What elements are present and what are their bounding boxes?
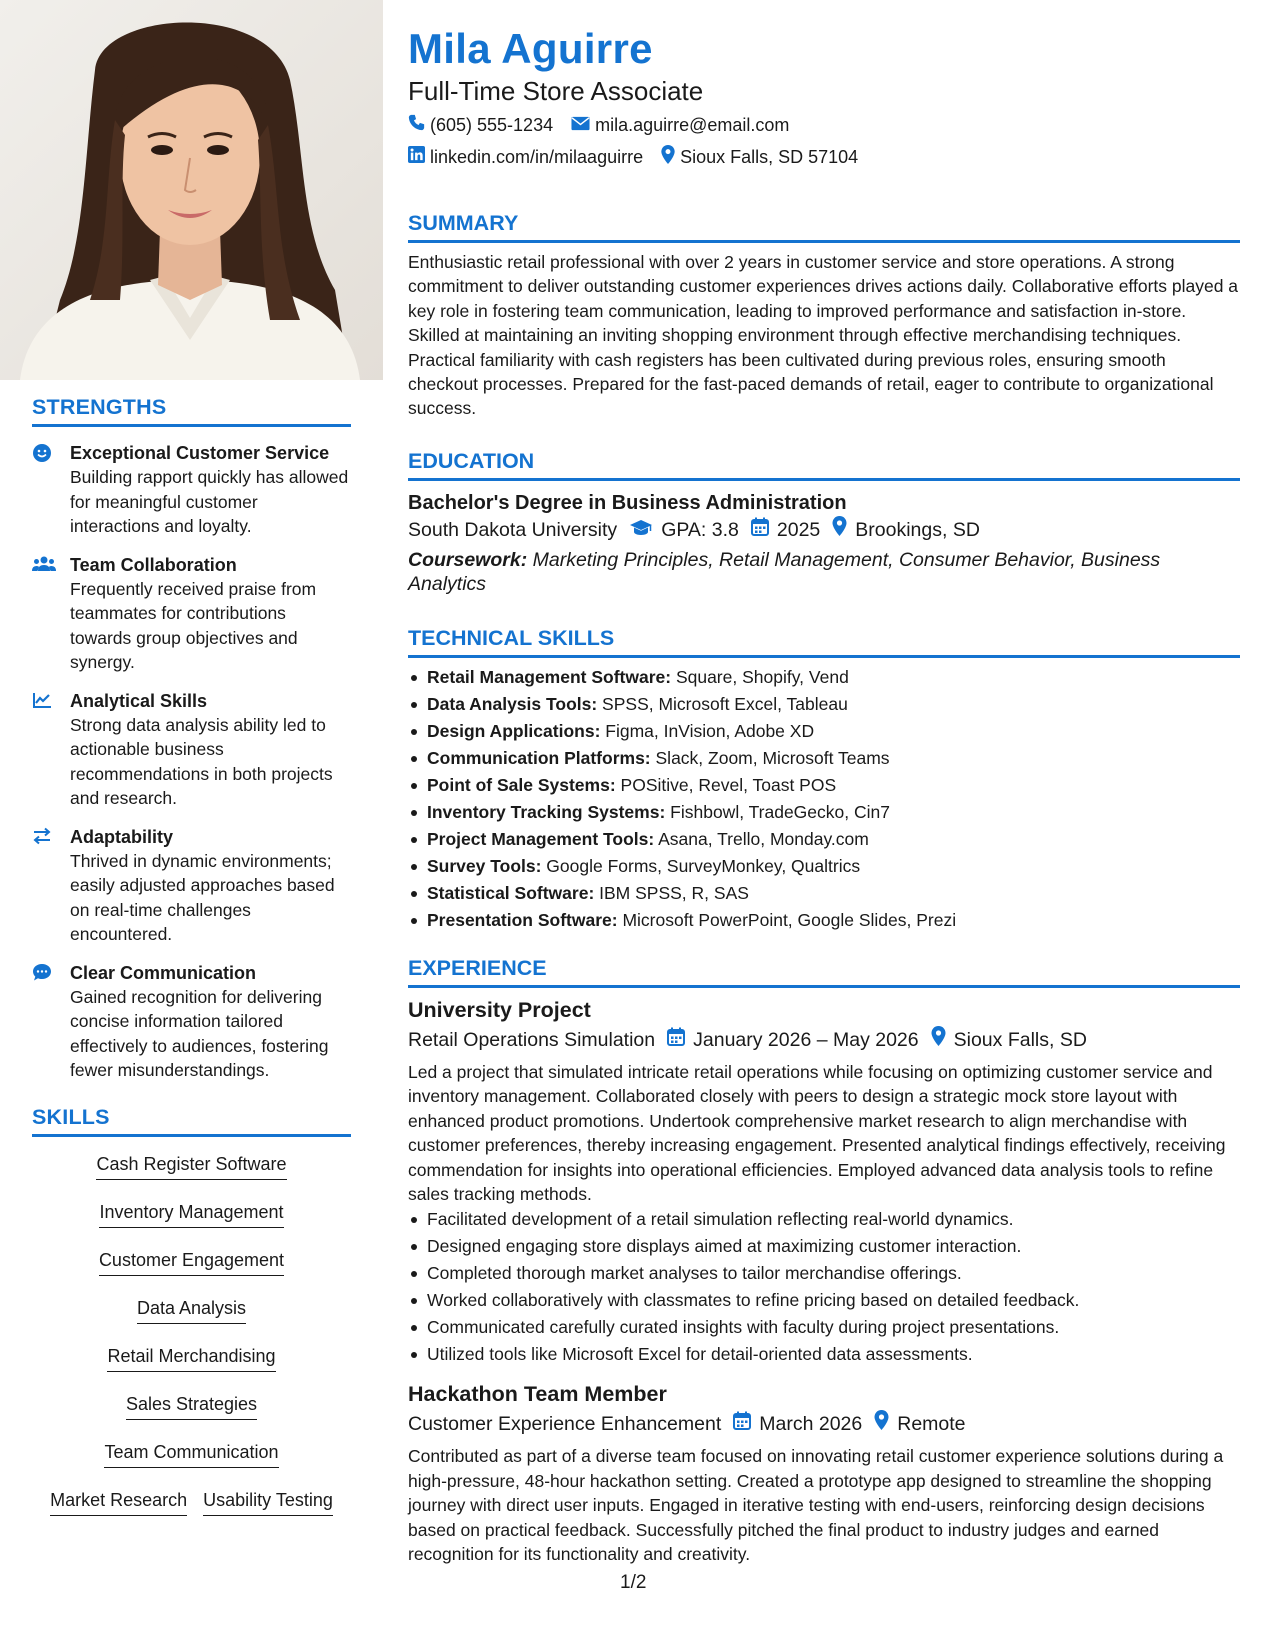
experience-meta (408, 1026, 1240, 1054)
summary-section (408, 210, 1240, 421)
experience-heading: EXPERIENCE (408, 956, 547, 980)
left-column (0, 0, 383, 1650)
skill-tag: Data Analysis (137, 1296, 246, 1324)
skill-tag: Inventory Management (99, 1200, 283, 1228)
map-pin-icon (832, 516, 855, 544)
experience-entry (408, 1380, 1240, 1566)
list-item: Data Analysis Tools: SPSS, Microsoft Excel, Tableau (408, 691, 1240, 718)
experience-section (408, 955, 1240, 1566)
experience-meta (408, 1410, 1240, 1438)
list-item: Design Applications: Figma, InVision, Adobe XD (408, 718, 1240, 745)
arrows-exchange-icon (32, 825, 70, 947)
email-address[interactable]: mila.aguirre@email.com (595, 115, 790, 135)
candidate-name: Mila Aguirre (408, 25, 653, 72)
strengths-section (32, 394, 351, 1083)
list-item: Worked collaboratively with classmates to refine pricing based on detailed feedback. (408, 1287, 1240, 1314)
map-pin-icon (874, 1410, 897, 1438)
education-heading: EDUCATION (408, 449, 535, 473)
strength-description: Frequently received praise from teammates for contributions towards group objectives and synergy. (70, 578, 317, 672)
skill-tag: Usability Testing (203, 1488, 333, 1516)
strength-description: Gained recognition for delivering concise information tailored effectively to audiences, fostering fewer misunderstandings. (70, 986, 329, 1080)
school-name: South Dakota University (408, 519, 618, 541)
list-item: Facilitated development of a retail simulation reflecting real-world dynamics. (408, 1206, 1240, 1233)
technical-skills-heading: TECHNICAL SKILLS (408, 626, 615, 650)
list-item: Retail Management Software: Square, Shopify, Vend (408, 664, 1240, 691)
school-location: Brookings, SD (855, 519, 980, 541)
strength-title: Adaptability (70, 826, 174, 847)
calendar-icon (751, 516, 777, 544)
list-item: Survey Tools: Google Forms, SurveyMonkey, Qualtrics (408, 853, 1240, 880)
calendar-icon (733, 1410, 759, 1438)
users-icon (32, 553, 70, 675)
linkedin-contact (408, 146, 643, 168)
skill-tag: Retail Merchandising (107, 1344, 275, 1372)
skill-tag: Team Communication (104, 1440, 278, 1468)
smile-icon (32, 441, 70, 539)
degree-title: Bachelor's Degree in Business Administration (408, 492, 847, 514)
technical-skills-section (408, 625, 1240, 934)
section-divider (32, 1134, 351, 1137)
strength-item (32, 961, 351, 1083)
map-pin-icon (931, 1026, 954, 1054)
location-contact (661, 145, 858, 169)
linkedin-icon (408, 146, 430, 168)
strengths-heading: STRENGTHS (32, 395, 167, 419)
experience-location: Sioux Falls, SD (953, 1029, 1087, 1051)
experience-subtitle: Retail Operations Simulation (408, 1029, 656, 1051)
section-divider (408, 985, 1240, 988)
strength-item (32, 553, 351, 675)
strengths-list (32, 441, 351, 1083)
candidate-role: Full-Time Store Associate (408, 76, 704, 106)
coursework (408, 548, 1240, 596)
experience-title: Hackathon Team Member (408, 1382, 667, 1407)
experience-subtitle: Customer Experience Enhancement (408, 1413, 722, 1436)
section-divider (32, 424, 351, 427)
experience-description: Contributed as part of a diverse team focused on innovating retail customer experience solutions during a high-pressure, 48-hour hackathon setting. Created a prototype app designed to streamline the shopping journey with direct user inputs. Engaged in iterative testing with end-users, reinforcing design decisions based on practical feedback. Successfully pitched the final product to industry judges and earned recognition for its functionality and creativity. (408, 1446, 1224, 1565)
coursework-list: Marketing Principles, Retail Management, Consumer Behavior, Business Analytics (408, 549, 1161, 595)
gpa-value: GPA: 3.8 (661, 519, 739, 541)
list-item: Completed thorough market analyses to tailor merchandise offerings. (408, 1260, 1240, 1287)
email-contact (571, 114, 789, 136)
list-item: Utilized tools like Microsoft Excel for detail-oriented data assessments. (408, 1341, 1240, 1368)
experience-dates: January 2026 – May 2026 (693, 1029, 919, 1051)
experience-title: University Project (408, 998, 591, 1022)
chat-bubble-icon (32, 961, 70, 1083)
summary-text: Enthusiastic retail professional with over 2 years in customer service and store operations. A strong commitment to deliver outstanding customer experiences drives actions daily. Collaborative efforts played a key role in fostering team communication, leading to improved performance and satisfaction in-store. Skilled at maintaining an inviting shopping environment through effective merchandising techniques. Practical familiarity with cash registers has been cultivated during previous roles, ensuring smooth checkout processes. Prepared for the fast-paced demands of retail, eager to contribute to organizational success. (408, 252, 1239, 419)
experience-entry (408, 996, 1240, 1368)
experience-description: Led a project that simulated intricate retail operations while focusing on optimizing customer service and inventory management. Collaborated closely with peers to design a strategic mock store layout with enhanced product promotions. Undertook comprehensive market research to align merchandise with customer preferences, thereby increasing engagement. Presented analytical findings effectively, receiving commendation for insights into operational efficiencies. Employed advanced data analysis tools to refine sales tracking methods. (408, 1062, 1226, 1205)
skill-tag: Sales Strategies (126, 1392, 257, 1420)
skill-tag: Customer Engagement (99, 1248, 284, 1276)
contact-row-1 (408, 114, 807, 136)
skill-tag: Cash Register Software (96, 1152, 286, 1180)
graduation-year: 2025 (776, 519, 821, 541)
strength-title: Team Collaboration (70, 554, 237, 575)
skills-list (32, 1152, 351, 1536)
strength-description: Strong data analysis ability led to actionable business recommendations in both projects and research. (70, 714, 333, 808)
skill-tag: Market Research (50, 1488, 187, 1516)
list-item: Inventory Tracking Systems: Fishbowl, TradeGecko, Cin7 (408, 799, 1240, 826)
section-divider (408, 655, 1240, 658)
page-number: 1/2 (620, 1572, 647, 1593)
phone-icon (408, 114, 430, 136)
technical-skills-list (408, 664, 1240, 934)
phone-number: (605) 555-1234 (430, 115, 554, 135)
map-pin-icon (661, 145, 680, 169)
chart-line-icon (32, 689, 70, 811)
strength-title: Clear Communication (70, 962, 257, 983)
skills-section (32, 1104, 351, 1536)
strength-item (32, 441, 351, 539)
strength-description: Building rapport quickly has allowed for meaningful customer interactions and loyalty. (70, 467, 349, 536)
section-divider (408, 240, 1240, 243)
experience-location: Remote (897, 1413, 966, 1436)
coursework-label: Coursework: (408, 549, 528, 571)
list-item: Communication Platforms: Slack, Zoom, Microsoft Teams (408, 745, 1240, 772)
list-item: Presentation Software: Microsoft PowerPoint, Google Slides, Prezi (408, 907, 1240, 934)
skills-heading: SKILLS (32, 1105, 110, 1129)
strength-item (32, 689, 351, 811)
summary-heading: SUMMARY (408, 211, 519, 235)
strength-title: Exceptional Customer Service (70, 443, 330, 463)
location-text: Sioux Falls, SD 57104 (680, 147, 859, 167)
strength-description: Thrived in dynamic environments; easily adjusted approaches based on real-time challenges encountered. (70, 850, 335, 944)
strength-item (32, 825, 351, 947)
contact-row-2 (408, 145, 876, 169)
list-item: Project Management Tools: Asana, Trello, Monday.com (408, 826, 1240, 853)
profile-photo (0, 0, 383, 380)
phone-contact (408, 114, 553, 136)
list-item: Designed engaging store displays aimed at maximizing customer interaction. (408, 1233, 1240, 1260)
education-section (408, 448, 1240, 596)
email-icon (571, 114, 595, 136)
list-item: Statistical Software: IBM SPSS, R, SAS (408, 880, 1240, 907)
calendar-icon (667, 1026, 693, 1054)
linkedin-url[interactable]: linkedin.com/in/milaaguirre (430, 147, 644, 167)
education-meta (408, 516, 1240, 544)
strength-title: Analytical Skills (70, 690, 208, 711)
experience-bullets (408, 1206, 1240, 1368)
list-item: Point of Sale Systems: POSitive, Revel, Toast POS (408, 772, 1240, 799)
graduation-cap-icon (629, 516, 661, 544)
list-item: Communicated carefully curated insights with faculty during project presentations. (408, 1314, 1240, 1341)
experience-dates: March 2026 (759, 1413, 863, 1436)
section-divider (408, 478, 1240, 481)
